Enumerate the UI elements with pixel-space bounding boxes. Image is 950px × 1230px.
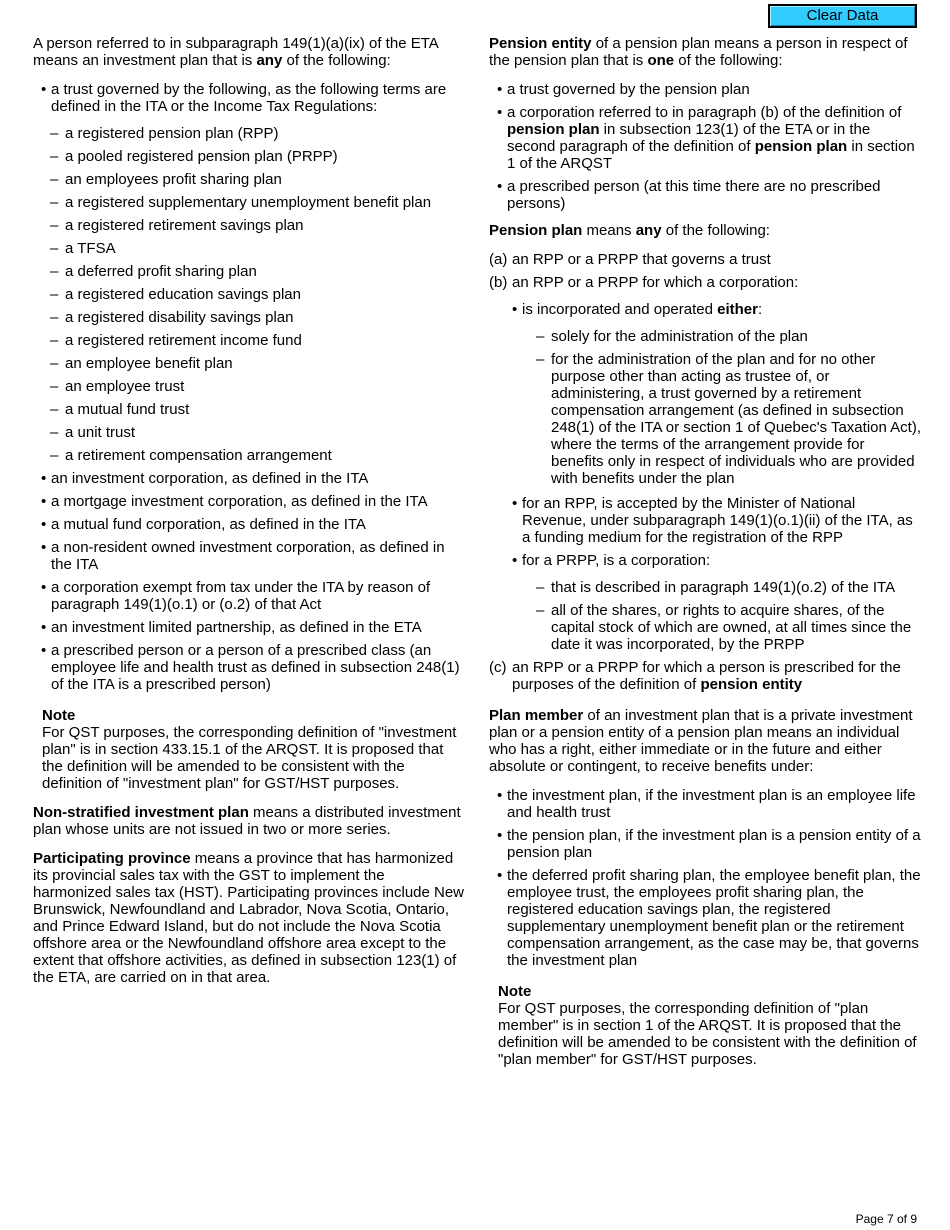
list-item: • for an RPP, is accepted by the Minister of National Revenue, under subparagraph 149(1)(o.1)(ii) of the ITA, as a funding medium for the registration of the RPP — [504, 495, 921, 546]
list-item: – a pooled registered pension plan (PRPP) — [33, 148, 465, 165]
pension-plan-definition: Pension plan means any of the following: — [489, 222, 770, 239]
investment-plan-intro: A person referred to in subparagraph 149(1)(a)(ix) of the ETA means an investment plan that is any of the following: — [33, 35, 438, 69]
left-column — [33, 35, 465, 998]
list-item: • a corporation exempt from tax under the ITA by reason of paragraph 149(1)(o.1) or (o.2) of that Act — [33, 579, 465, 613]
list-item: – a registered retirement savings plan — [33, 217, 465, 234]
page-number: Page 7 of 9 — [855, 1212, 917, 1226]
list-item: • a corporation referred to in paragraph (b) of the definition of pension plan in subsection 123(1) of the ETA or in the second paragraph of the definition of pension plan in section 1 of the ARQST — [489, 104, 921, 172]
list-item: • for a PRPP, is a corporation: – that is described in paragraph 149(1)(o.2) of the ITA – all of the shares, or rights to acquire shares, of the capital stock of which are owned, at all times since the date it was incorporated, by the PRPP — [504, 552, 921, 653]
list-item: – for the administration of the plan and for no other purpose other than acting as trustee of, or administering, a trust governed by a retirement compensation arrangement (as defined in subsection 248(1) of the ITA or section 1 of Quebec's Taxation Act), where the terms of the arrangement provide for benefits only in respect of individuals who are provided with benefits under the plan — [519, 351, 921, 487]
list-item: • the investment plan, if the investment plan is an employee life and health trust — [489, 787, 921, 821]
list-item: • an investment limited partnership, as defined in the ETA — [33, 619, 465, 636]
list-item: • is incorporated and operated either: – solely for the administration of the plan – for the administration of the plan and for no other purpose other than acting as trustee of, or administering, a trust governed by a retirement compensation arrangement (as defined in subsection 248(1) of the ITA or section 1 of Quebec's Taxation Act), where the terms of the arrangement provide for benefits only in respect of individuals who are provided with benefits under the plan — [504, 301, 921, 487]
list-item: – a deferred profit sharing plan — [33, 263, 465, 280]
list-item: – a retirement compensation arrangement — [33, 447, 465, 464]
list-item: • the deferred profit sharing plan, the employee benefit plan, the employee trust, the employees profit sharing plan, the registered education savings plan, the registered supplementary unemployment benefit plan or the retirement compensation arrangement, as the case may be, that governs the investment plan — [489, 867, 921, 969]
list-item: (a) an RPP or a PRPP that governs a trust — [489, 251, 771, 268]
plan-member-definition: Plan member of an investment plan that is a private investment plan or a pension entity of a pension plan means an individual who has a right, either immediate or in the future and either absolute or contingent, to receive benefits under: — [489, 707, 913, 775]
list-item: – an employee trust — [33, 378, 465, 395]
list-item: • an investment corporation, as defined in the ITA — [33, 470, 465, 487]
list-item: – that is described in paragraph 149(1)(o.2) of the ITA — [519, 579, 921, 596]
list-item: • the pension plan, if the investment plan is a pension entity of a pension plan — [489, 827, 921, 861]
corporation-conditions-list — [504, 301, 921, 653]
list-item: (c) an RPP or a PRPP for which a person is prescribed for the purposes of the definition of pension entity — [489, 659, 901, 693]
note-title: Note — [42, 707, 76, 724]
list-item: • a mutual fund corporation, as defined in the ITA — [33, 516, 465, 533]
list-item: – a mutual fund trust — [33, 401, 465, 418]
investment-plan-note — [33, 707, 465, 792]
list-item: • a non-resident owned investment corporation, as defined in the ITA — [33, 539, 465, 573]
list-item: – solely for the administration of the plan — [519, 328, 921, 345]
list-item: – a registered education savings plan — [33, 286, 465, 303]
list-item: – a unit trust — [33, 424, 465, 441]
non-stratified-definition: Non-stratified investment plan means a distributed investment plan whose units are not issued in two or more series. — [33, 804, 461, 838]
list-item: (b) an RPP or a PRPP for which a corporation: • is incorporated and operated either: – solely for the administration of the plan – for the administration of the plan and for no other purpose other than acting as trustee of, or administering, a trust governed by a retirement compensation arrangement (as defined in subsection 248(1) of the ITA or section 1 of Quebec's Taxation Act), where the terms of the arrangement provide for benefits only in respect of individuals who are provided with benefits under the plan • for an RPP, is accepted by the Minister of National Revenue, under subparagraph 149(1)(o.1)(ii) of the ITA, as a funding medium for the registration of the RPP • for a PRPP, is a corporation: – that is described in paragraph 149(1)(o.2) of the ITA – all of the shares, or rights to acquire shares, of the capital stock of which are owned, at all times since the date it was incorporated, by the PRPP — [489, 274, 921, 653]
list-item: – an employees profit sharing plan — [33, 171, 465, 188]
investment-plan-list — [33, 81, 465, 693]
participating-province-definition: Participating province means a province that has harmonized its provincial sales tax with the GST to implement the harmonized sales tax (HST). Participating provinces include New Brunswick, Newfoundland and Labrador, Nova Scotia, Ontario, and Prince Edward Island, but do not include the Nova Scotia offshore area or the Newfoundland offshore area except to the extent that offshore activities, as defined in subsection 123(1) of the ETA, are carried on in that area. — [33, 850, 465, 986]
incorporation-purposes-list — [519, 328, 921, 487]
clear-data-button[interactable]: Clear Data — [768, 4, 917, 28]
list-item: – a registered pension plan (RPP) — [33, 125, 465, 142]
list-item: – a registered retirement income fund — [33, 332, 465, 349]
list-item: • a prescribed person or a person of a prescribed class (an employee life and health trust as defined in subsection 248(1) of the ITA is a prescribed person) — [33, 642, 465, 693]
note-text: For QST purposes, the corresponding definition of "plan member" is in section 1 of the ARQST. It is proposed that the definition will be amended to be consistent with the definition of "plan member" for GST/HST purposes. — [498, 1000, 917, 1068]
pension-entity-list — [489, 81, 921, 212]
right-column — [489, 35, 921, 1080]
plan-member-note — [489, 983, 921, 1068]
list-item: – all of the shares, or rights to acquire shares, of the capital stock of which are owned, at all times since the date it was incorporated, by the PRPP — [519, 602, 921, 653]
list-item: • a trust governed by the pension plan — [489, 81, 921, 98]
note-text: For QST purposes, the corresponding definition of "investment plan" is in section 433.15.1 of the ARQST. It is proposed that the definition will be amended to be consistent with the definition of "investment plan" for GST/HST purposes. — [42, 724, 457, 792]
prpp-conditions-list — [519, 579, 921, 653]
list-item: • a trust governed by the following, as the following terms are defined in the ITA or the Income Tax Regulations: – a registered pension plan (RPP) – a pooled registered pension plan (PRPP) – an employees profit sharing plan – a registered supplementary unemployment benefit plan – a registered retirement savings plan – a TFSA – a deferred profit sharing plan – a registered education savings plan – a registered disability savings plan – a registered retirement income fund – an employee benefit plan – an employee trust – a mutual fund trust – a unit trust – a retirement compensation arrangement — [33, 81, 465, 464]
pension-plan-list — [489, 251, 921, 693]
list-item: – a TFSA — [33, 240, 465, 257]
list-item: – a registered supplementary unemployment benefit plan — [33, 194, 465, 211]
note-title: Note — [498, 983, 532, 1000]
list-item: • a prescribed person (at this time there are no prescribed persons) — [489, 178, 921, 212]
pension-entity-definition: Pension entity of a pension plan means a person in respect of the pension plan that is one of the following: — [489, 35, 908, 69]
plan-member-list — [489, 787, 921, 969]
list-item: – an employee benefit plan — [33, 355, 465, 372]
list-item: • a mortgage investment corporation, as defined in the ITA — [33, 493, 465, 510]
list-item: – a registered disability savings plan — [33, 309, 465, 326]
trust-types-list — [33, 125, 465, 464]
